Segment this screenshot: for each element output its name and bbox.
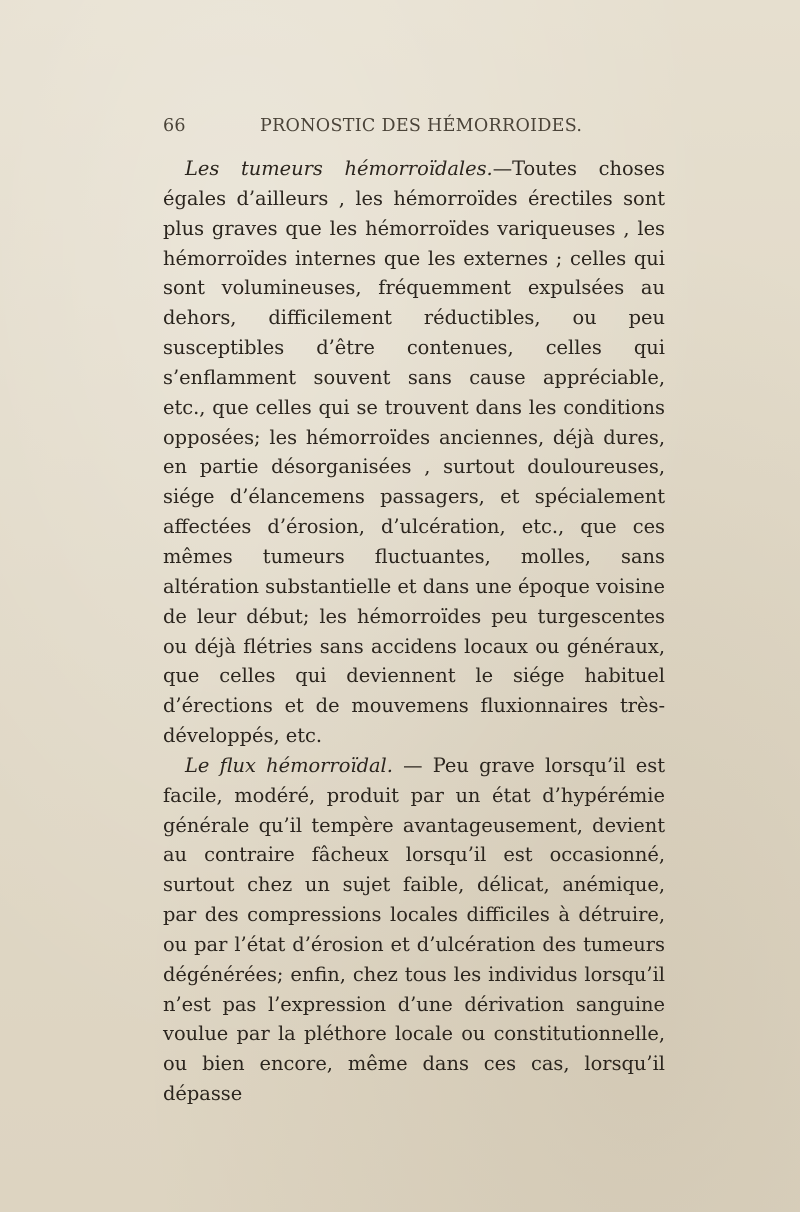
paragraph-lead: Le flux hémorroïdal. <box>185 753 393 777</box>
running-header <box>163 116 665 144</box>
body-text <box>163 154 665 1109</box>
paragraph-text: —Toutes choses égales d’ailleurs , les hémorroïdes érectiles sont plus graves que les hémorroïdes variqueuses , les hémorroïdes internes que les externes ; celles qui sont volumineuses, fréquemment expulsées au dehors, difficilement réductibles, ou peu susceptibles d’être contenues, celles qui s’enflamment souvent sans cause appréciable, etc., que celles qui se trouvent dans les conditions opposées; les hémorroïdes anciennes, déjà dures, en partie désorganisées , surtout douloureuses, siége d’élancemens passagers, et spécialement affectées d’érosion, d’ulcération, etc., que ces mêmes tumeurs fluctuantes, molles, sans altération substantielle et dans une époque voisine de leur début; les hémorroïdes peu turgescentes ou déjà flétries sans accidens locaux ou généraux, que celles qui deviennent le siége habituel d’érections et de mouvemens fluxionnaires très-développés, etc. <box>163 157 666 748</box>
paragraph-text: — Peu grave lorsqu’il est facile, modéré, produit par un état d’hypérémie générale qu’il tempère avantageusement, devient au contraire fâcheux lorsqu’il est occasionné, surtout chez un sujet faible, délicat, anémique, par des compressions locales difficiles à détruire, ou par l’état d’érosion et d’ulcération des tumeurs dégénérées; enfin, chez tous les individus lorsqu’il n’est pas l’expression d’une dérivation sanguine voulue par la pléthore locale ou constitutionnelle, ou bien encore, même dans ces cas, lorsqu’il dépasse <box>163 753 665 1106</box>
paragraph-lead: Les tumeurs hémorroïdales. <box>185 157 493 180</box>
paragraph-tumeurs <box>163 154 665 751</box>
running-title: PRONOSTIC DES HÉMORROIDES. <box>260 116 583 136</box>
paragraph-flux <box>163 751 665 1109</box>
page-number: 66 <box>163 116 186 136</box>
